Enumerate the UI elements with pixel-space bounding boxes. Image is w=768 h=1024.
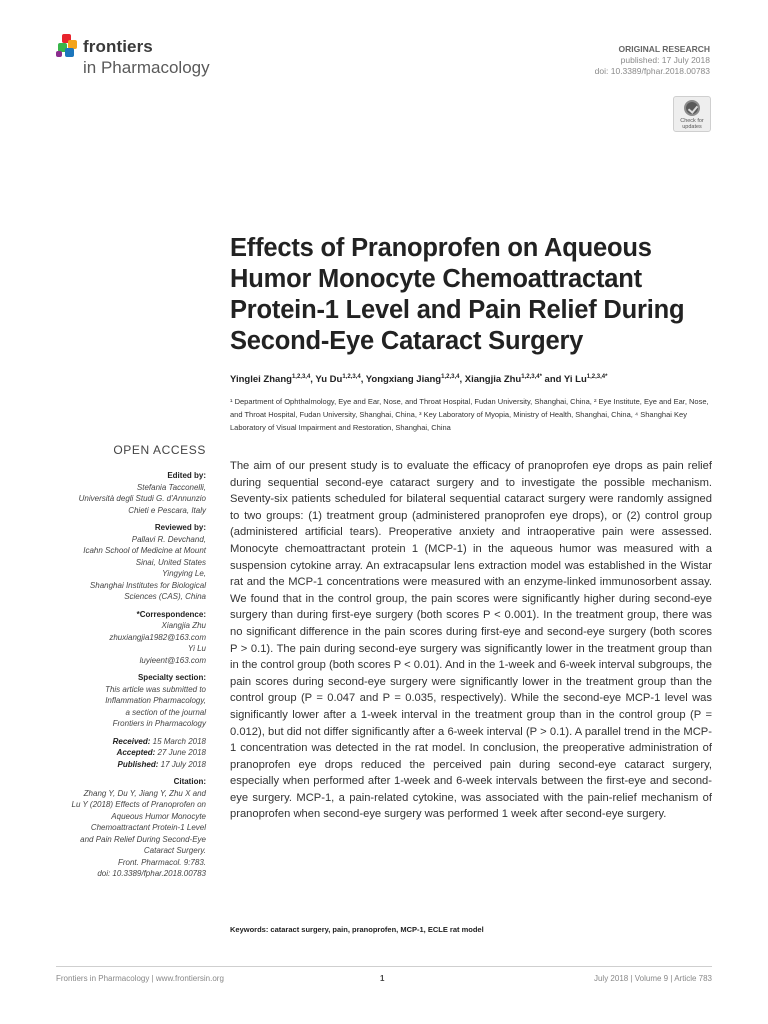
sidebar-line: luyieent@163.com	[139, 655, 206, 665]
sidebar-line: Cataract Surgery.	[143, 846, 206, 855]
article-type: ORIGINAL RESEARCH	[618, 44, 710, 54]
footer-journal-link[interactable]: Frontiers in Pharmacology | www.frontiersin.org	[56, 974, 224, 983]
logo-square-blue	[65, 48, 74, 57]
sidebar-line: Inflammation Pharmacology,	[105, 696, 206, 705]
affiliations: ¹ Department of Ophthalmology, Eye and Ear, Nose, and Throat Hospital, Fudan University, Shanghai, China, ² Eye Institute, Eye and Ear, Nose, and Throat Hospital, Fudan University, Shanghai, China, ³ Key Laboratory of Myopia, Ministry of Health, Shanghai, China, ⁴ Shanghai Key Laboratory of Visual Impairment and Restoration, Shanghai, China	[230, 397, 709, 432]
article-meta	[595, 44, 710, 77]
author-name[interactable]: Yi Lu	[563, 374, 587, 386]
correspondence-heading: *Correspondence:	[136, 609, 206, 619]
sidebar-line: and Pain Relief During Second-Eye	[80, 834, 206, 844]
published-date: published: 17 July 2018	[620, 55, 710, 65]
sidebar-line: Stefania Tacconelli,	[136, 482, 206, 492]
citation-heading: Citation:	[173, 777, 206, 786]
sidebar-line: Chemoattractant Protein-1 Level	[90, 823, 206, 832]
sidebar-line: Pallavi R. Devchand,	[131, 534, 206, 544]
author-affiliation-marker: 1,2,3,4	[441, 374, 460, 380]
check-updates-label: Check for updates	[680, 118, 704, 130]
page-number: 1	[380, 974, 385, 983]
article-doi[interactable]: doi: 10.3389/fphar.2018.00783	[594, 66, 710, 76]
sidebar-line: Xiangjia Zhu	[161, 621, 206, 630]
article-info-sidebar	[40, 470, 206, 880]
sidebar-line: doi: 10.3389/fphar.2018.00783	[97, 869, 206, 878]
edited-by-list	[40, 482, 206, 517]
logo-square-purple	[56, 51, 62, 57]
sidebar-line: Zhang Y, Du Y, Jiang Y, Zhu X and	[83, 788, 206, 798]
journal-name-primary: frontiers	[83, 37, 153, 56]
accepted-row	[40, 747, 206, 759]
author-affiliation-marker: 1,2,3,4*	[586, 374, 608, 380]
sidebar-line: Lu Y (2018) Effects of Pranoprofen on	[71, 800, 206, 809]
correspondence-list[interactable]	[40, 620, 206, 666]
sidebar-line: Icahn School of Medicine at Mount	[83, 546, 206, 555]
author-affiliation-marker: 1,2,3,4*	[521, 374, 542, 380]
journal-logo[interactable]	[56, 34, 246, 84]
sidebar-line: This article was submitted to	[105, 684, 206, 694]
sidebar-line: Sinai, United States	[135, 557, 206, 567]
reviewed-by-heading: Reviewed by:	[154, 523, 206, 532]
sidebar-line: Università degli Studi G. d'Annunzio	[78, 494, 206, 503]
frontiers-logo-icon	[56, 34, 82, 60]
author-name[interactable]: Xiangjia Zhu	[464, 374, 522, 386]
sidebar-line: Aqueous Humor Monocyte	[111, 811, 206, 821]
author-affiliation-marker: 1,2,3,4	[342, 374, 361, 380]
edited-by-heading: Edited by:	[167, 471, 206, 480]
published-label: Published:	[117, 759, 159, 769]
footer-divider	[56, 966, 712, 967]
specialty-heading: Specialty section:	[137, 673, 206, 682]
journal-name-secondary: in Pharmacology	[83, 58, 210, 77]
open-access-label: OPEN ACCESS	[113, 443, 206, 457]
received-date: 15 March 2018	[152, 736, 206, 746]
sidebar-line: Shanghai Institutes for Biological	[89, 580, 206, 590]
sidebar-line: Chieti e Pescara, Italy	[128, 505, 206, 515]
sidebar-line: Front. Pharmacol. 9:783.	[117, 857, 206, 867]
sidebar-line: Yi Lu	[187, 644, 206, 653]
keywords: Keywords: cataract surgery, pain, pranoprofen, MCP-1, ECLE rat model	[230, 925, 484, 934]
reviewed-by-list	[40, 534, 206, 603]
sidebar-line: Yingying Le,	[162, 569, 206, 578]
received-label: Received:	[112, 736, 151, 746]
sidebar-line: Frontiers in Pharmacology	[112, 719, 206, 728]
author-name[interactable]: Yongxiang Jiang	[365, 374, 442, 386]
check-updates-icon	[684, 100, 700, 116]
author-list: Yinglei Zhang$^{1,2,3,4}$, Yu Du$^{1,2,3,4}$, Yongxiang Jiang$^{1,2,3,4}$, Xiangjia Zhu$^{1,2,3,4*}$ and Yi $Lu^{1,2,3,4*}$	[230, 374, 608, 386]
sidebar-line: a section of the journal	[125, 707, 206, 717]
specialty-list	[40, 684, 206, 730]
received-row	[40, 736, 206, 748]
author-affiliation-marker: 1,2,3,4	[291, 374, 311, 380]
check-for-updates-button[interactable]	[673, 96, 711, 132]
published-row	[40, 759, 206, 771]
article-title: Effects of Pranoprofen on Aqueous Humor Monocyte Chemoattractant Protein-1 Level and Pain Relief During Second-Eye Cataract Surgery	[230, 234, 685, 355]
abstract-text: The aim of our present study is to evaluate the efficacy of pranoprofen eye drops as pain relief during sequential second-eye cataract surgery and to investigate the possible mechanism. Seventy-six patients scheduled for bilateral sequential cataract surgery were randomly assigned to two groups: (1) treatment group (administered pranoprofen eye drops), or (2) control group (administered artificial tears). Preoperative anxiety and intraoperative pain were assessed. Monocyte chemoattractant protein 1 (MCP-1) in the aqueous humor was measured with a suspension cytokine array. An extracapsular lens extraction model was established in the Wistar rat and the MCP-1 concentrations were measured with an enzyme-linked immunosorbent assay. We found that in the control group, the pain scores were significantly higher during second-eye surgery than during first-eye surgery (both scores P < 0.001). In the treatment group, there was no significant difference in the pain scores during first-eye and second-eye surgery (both scores P > 0.1). The pain during second-eye surgery was significantly lower in the treatment group than in the control group (both scores P < 0.01). And in the 1-week and 6-week interval subgroups, the pain scores during second-eye surgery were significantly lower in the treatment group than the control group (P = 0.047 and P = 0.035, respectively). While the second-eye MCP-1 level was significantly lower after a 1-week interval in the treatment group than in the control group (P = 0.012), but did not differ significantly after a 6-week interval (P > 0.1). A parallel trend in the MCP-1 concentration was detected in the rat model. In conclusion, the preoperative administration of pranoprofen eye drops reduced the perceived pain during second-eye cataract surgery, especially when performed after 1-week and 6-week intervals between the first-eye and second-eye surgery. MCP-1, a pain-related cytokine, was associated with the pain-relief mechanism of pranoprofen when second-eye surgery was performed 1 week after second-eye surgery.	[230, 460, 712, 821]
published-date-sidebar: 17 July 2018	[160, 759, 206, 769]
author-name[interactable]: Yinglei Zhang	[230, 374, 292, 386]
sidebar-line: Sciences (CAS), China	[124, 592, 206, 601]
author-name[interactable]: Yu Du	[315, 374, 343, 386]
footer-volume-info: July 2018 | Volume 9 | Article 783	[593, 974, 712, 983]
accepted-date: 27 June 2018	[157, 748, 206, 757]
accepted-label: Accepted:	[116, 748, 156, 757]
sidebar-line: zhuxiangjia1982@163.com	[109, 632, 206, 642]
citation-list	[40, 788, 206, 880]
